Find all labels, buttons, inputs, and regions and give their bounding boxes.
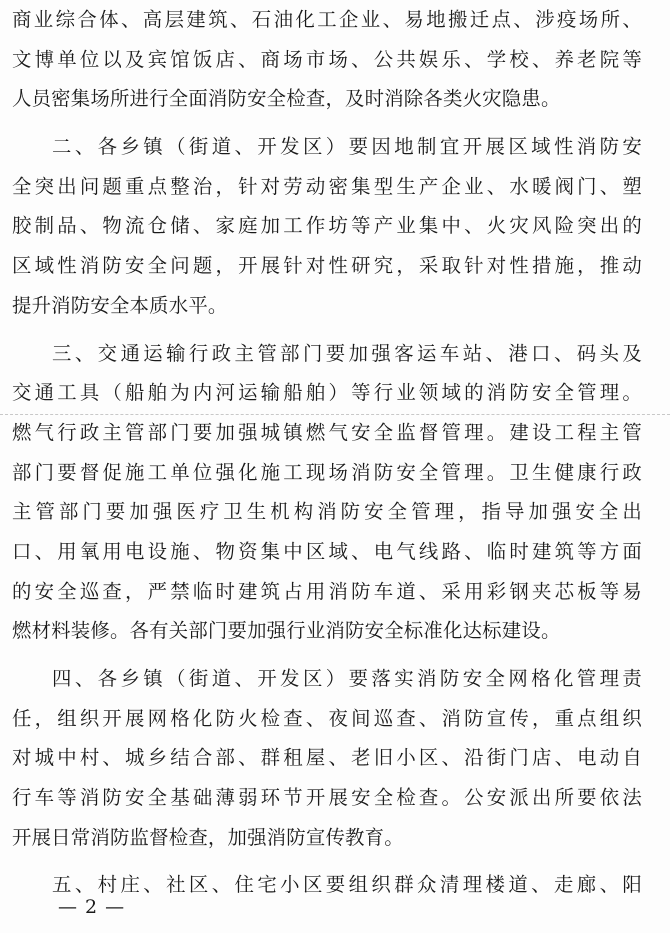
- text-line: 行车等消防安全基础薄弱环节开展安全检查。公安派出所要依法: [12, 786, 642, 810]
- scan-artifact-line: [0, 414, 670, 416]
- text-line: 胶制品、物流仓储、家庭加工作坊等产业集中、火灾风险突出的: [12, 214, 642, 238]
- text-line: 开展日常消防监督检查，加强消防宣传教育。: [12, 825, 404, 849]
- text-line: 三、交通运输行政主管部门要加强客运车站、港口、码头及: [52, 341, 642, 365]
- paragraph-4: [12, 659, 642, 857]
- text-line: 的安全巡查，严禁临时建筑占用消防车道、采用彩钢夹芯板等易: [12, 579, 642, 603]
- text-line: 主管部门要加强医疗卫生机构消防安全管理，指导加强安全出: [12, 500, 642, 524]
- text-line: 任，组织开展网格化防火检查、夜间巡查、消防宣传，重点组织: [12, 706, 642, 730]
- body-text: [12, 0, 642, 905]
- text-line: 对城中村、城乡结合部、群租屋、老旧小区、沿街门店、电动自: [12, 746, 642, 770]
- text-line: 口、用氧用电设施、物资集中区域、电气线路、临时建筑等方面: [12, 539, 642, 563]
- text-line: 燃气行政主管部门要加强城镇燃气安全监督管理。建设工程主管: [12, 420, 642, 444]
- text-line: 全突出问题重点整治，针对劳动密集型生产企业、水暖阀门、塑: [12, 174, 642, 198]
- text-line: 商业综合体、高层建筑、石油化工企业、易地搬迁点、涉疫场所、: [12, 8, 642, 31]
- text-line: 文博单位以及宾馆饭店、商场市场、公共娱乐、学校、养老院等: [12, 47, 642, 71]
- text-line: 二、各乡镇（街道、开发区）要因地制宜开展区域性消防安: [52, 135, 642, 159]
- text-line: 四、各乡镇（街道、开发区）要落实消防安全网格化管理责: [52, 667, 642, 690]
- text-line: 提升消防安全本质水平。: [12, 293, 228, 317]
- paragraph-3: [12, 334, 642, 652]
- text-line: 交通工具（船舶为内河运输船舶）等行业领域的消防安全管理。: [12, 381, 642, 405]
- paragraph-1: [12, 0, 642, 119]
- text-line: 人员密集场所进行全面消防安全检查，及时消除各类火灾隐患。: [12, 87, 561, 111]
- page-number: — 2 —: [58, 896, 126, 918]
- text-line: 区域性消防安全问题，开展针对性研究，采取针对性措施，推动: [12, 254, 642, 278]
- text-line: 五、村庄、社区、住宅小区要组织群众清理楼道、走廊、阳: [52, 873, 642, 897]
- paragraph-2: [12, 127, 642, 325]
- text-line: 燃材料装修。各有关部门要加强行业消防安全标准化达标建设。: [12, 619, 561, 643]
- text-line: 部门要督促施工单位强化施工现场消防安全管理。卫生健康行政: [12, 460, 642, 484]
